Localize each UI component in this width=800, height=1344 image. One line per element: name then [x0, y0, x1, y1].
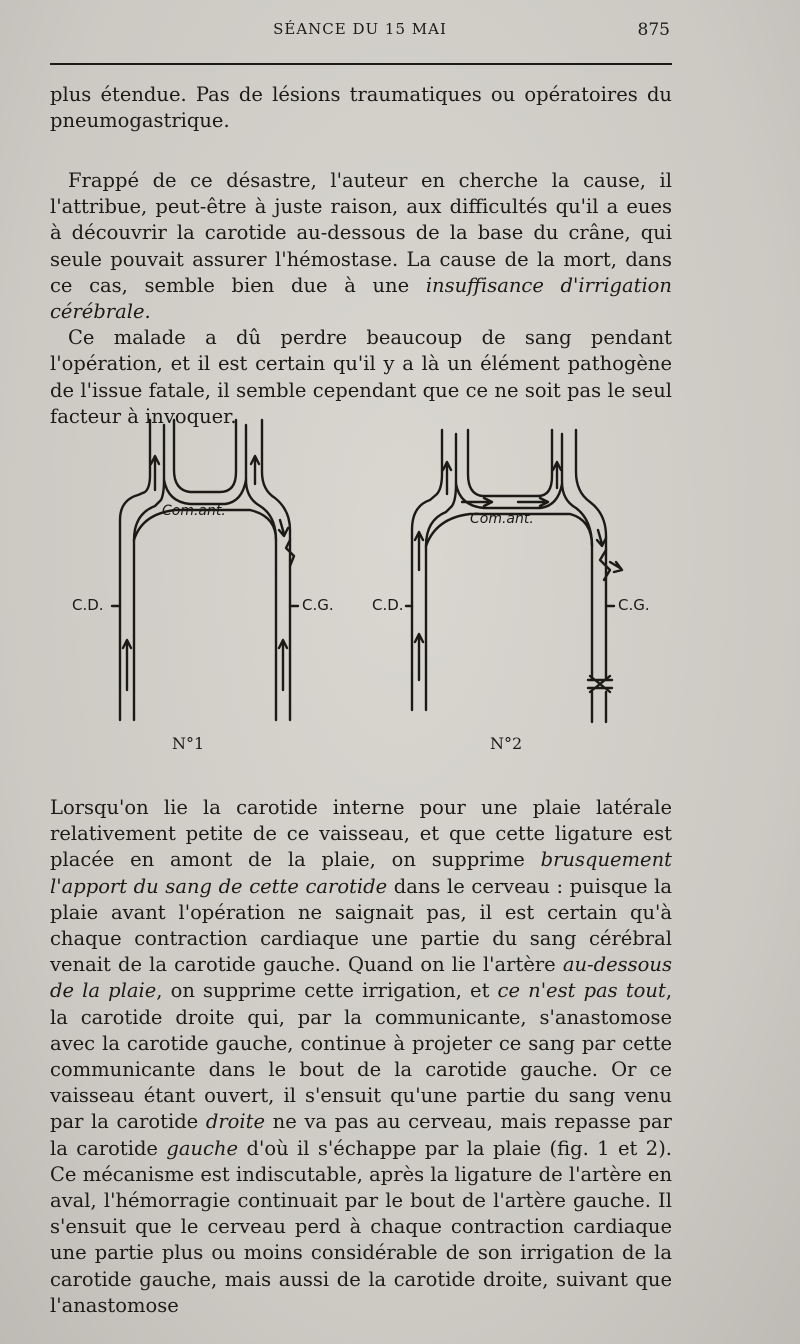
paragraph-3-emphasis-1: brusquement l'apport du sang de cette carotide — [50, 848, 672, 898]
paragraph-3-text-2: dans le cerveau : puisque la plaie avant l'opération ne saignait pas, il est certain qu'à chaque contraction cardiaque une partie du sang cérébral venait de la carotide gauche. Quand on lie l'artère — [50, 874, 672, 977]
paragraph-3-text-3: , on supprime cette irrigation, et — [156, 979, 498, 1003]
figure-drawing — [50, 410, 672, 770]
figure-2-communicante-label: Com.ant. — [470, 511, 534, 527]
paragraph-3 — [50, 795, 672, 1319]
paragraph-3-text-6: d'où il s'échappe par la plaie (fig. 1 et 2). Ce mécanisme est indiscutable, après la ligature de l'artère en aval, l'hémorragie continuait par le bout de l'artère gauche. Il s'ensuit que le cerveau perd à chaque contraction cardiaque une partie plus ou moins considérable de son irrigation de la carotide gauche, mais aussi de la carotide droite, suivant que l'anastomose — [50, 1136, 672, 1317]
paragraph-3-emphasis-5: gauche — [166, 1136, 239, 1160]
figure-1-right-label: C.G. — [302, 596, 334, 614]
paragraph-3-text-5: ne va pas au cerveau, mais repasse par la carotide — [50, 1110, 672, 1160]
header-rule — [50, 63, 672, 65]
figure-2-caption: N°2 — [490, 734, 523, 753]
paragraph-3-text-4: , la carotide droite qui, par la communicante, s'anastomose avec la carotide gauche, continue à projeter ce sang par cette communicante dans le bout de la carotide gauche. Or ce vaisseau étant ouvert, il s'ensuit qu'une partie du sang venu par la carotide — [50, 979, 673, 1134]
figure-1-caption: N°1 — [172, 734, 205, 753]
paragraph-2b-text: Ce malade a dû perdre beaucoup de sang pendant l'opération, et il est certain qu'il y a là un élément pathogène de l'issue fatale, il semble cependant que ce ne soit pas le seul facteur à invoquer. — [50, 326, 672, 428]
figure — [50, 410, 672, 770]
figure-1-left-label: C.D. — [72, 596, 104, 614]
page-number: 875 — [637, 20, 670, 40]
paragraph-1 — [50, 82, 672, 134]
figure-2-vessels — [406, 430, 622, 722]
paragraph-3-text-1: Lorsqu'on lie la carotide interne pour une plaie latérale relativement petite de ce vaisseau, et que cette ligature est placée en amont de la plaie, on supprime — [50, 796, 672, 872]
figure-1-vessels — [112, 420, 298, 720]
running-header — [50, 20, 670, 46]
figure-2-right-label: C.G. — [618, 596, 650, 614]
figure-1-communicante-label: Com.ant. — [162, 503, 226, 519]
paragraph-3-emphasis-2: au-dessous de la plaie — [50, 953, 672, 1003]
header-title: SÉANCE DU 15 MAI — [273, 20, 447, 38]
paragraph-2a-emphasis: insuffisance d'irrigation cérébrale. — [50, 273, 672, 324]
paragraph-2a-text: Frappé de ce désastre, l'auteur en cherche la cause, il l'attribue, peut-être à juste raison, aux difficultés qu'il a eues à découvrir la carotide au-dessous de la base du crâne, qui seule pouvait assurer l'hémostase. La cause de la mort, dans ce cas, semble bien due à une — [50, 169, 672, 297]
paragraph-3-emphasis-4: droite — [205, 1110, 266, 1134]
paragraph-3-emphasis-3: ce n'est pas tout — [497, 979, 666, 1003]
figure-2-left-label: C.D. — [372, 596, 404, 614]
paragraph-2 — [50, 168, 672, 430]
paragraph-1-text: plus étendue. Pas de lésions traumatiques ou opératoires du pneumogastrique. — [50, 83, 672, 133]
